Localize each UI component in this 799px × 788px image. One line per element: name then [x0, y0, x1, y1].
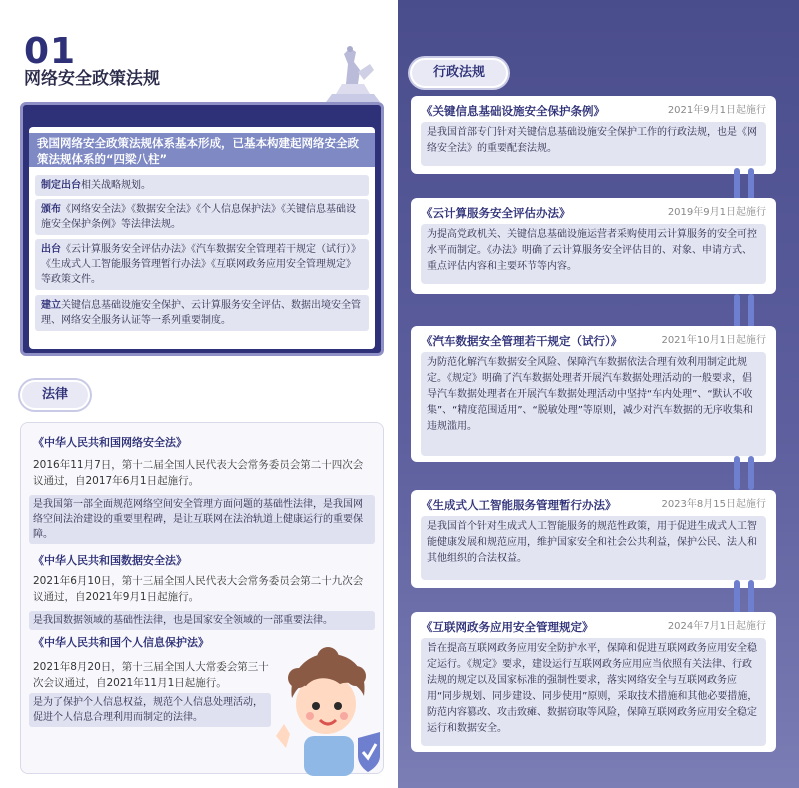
regulation-title: 《互联网政务应用安全管理规定》 [421, 620, 594, 634]
admin-section-label: 行政法规 [412, 60, 506, 86]
connector [730, 294, 758, 328]
regulation-card [411, 612, 776, 752]
regulation-header [421, 204, 766, 222]
connector [730, 456, 758, 490]
policy-framework-box [20, 102, 384, 356]
regulation-text: 为提高党政机关、关键信息基础设施运营者采购使用云计算服务的安全可控水平而制定。《办法》明确了云计算服务安全评估目的、对象、申请方式、重点评估内容和主要环节等内容。 [421, 224, 766, 284]
regulation-card [411, 490, 776, 588]
regulation-title: 《关键信息基础设施安全保护条例》 [421, 104, 605, 118]
law-highlight: 是我国第一部全面规范网络空间安全管理方面问题的基础性法律，是我国网络空间法治建设的重要里程碑，是让互联网在法治轨道上健康运行的重要保障。 [29, 495, 375, 544]
policy-row: 颁布《网络安全法》《数据安全法》《个人信息保护法》《关键信息基础设施安全保护条例》等法律法规。 [35, 199, 369, 235]
regulation-title: 《云计算服务安全评估办法》 [421, 206, 571, 220]
regulation-text: 为防范化解汽车数据安全风险、保障汽车数据依法合理有效利用制定此规定。《规定》明确了汽车数据处理者开展汽车数据处理活动的一般要求，倡导汽车数据处理者在开展汽车数据处理活动中坚持“车内处理”、“默认不收集”、“精度范围适用”、“脱敏处理”等原则，减少对汽车数据的无序收集和违规滥用。 [421, 352, 766, 456]
regulation-header [421, 332, 766, 350]
law-title: 《中华人民共和国个人信息保护法》 [33, 636, 209, 649]
law-text: 2021年8月20日，第十三届全国人大常委会第三十次会议通过，自2021年11月1日起施行。 [33, 661, 269, 689]
law-text: 2021年6月10日，第十三届全国人民代表大会常务委员会第二十九次会议通过，自2021年9月1日起施行。 [33, 575, 364, 603]
connector [730, 580, 758, 614]
regulation-title: 《生成式人工智能服务管理暂行办法》 [421, 498, 617, 512]
policy-row: 出台《云计算服务安全评估办法》《汽车数据安全管理若干规定（试行）》《生成式人工智能服务管理暂行办法》《互联网政务应用安全管理规定》等政策文件。 [35, 239, 369, 290]
regulation-text: 是我国首部专门针对关键信息基础设施安全保护工作的行政法规，也是《网络安全法》的重要配套法规。 [421, 122, 766, 166]
regulation-date: 2021年9月1日起施行 [667, 105, 766, 116]
regulation-header [421, 102, 766, 120]
regulation-date: 2021年10月1日起施行 [661, 335, 766, 346]
cartoon-character-icon [270, 640, 388, 776]
regulation-header [421, 618, 766, 636]
regulation-card [411, 96, 776, 174]
regulation-text: 是我国首个针对生成式人工智能服务的规范性政策，用于促进生成式人工智能健康发展和规范应用，维护国家安全和社会公共利益，保护公民、法人和其他组织的合法权益。 [421, 516, 766, 580]
policy-framework-content [29, 127, 375, 349]
section-number: 01 [24, 31, 77, 72]
regulation-card [411, 326, 776, 462]
policy-intro: 我国网络安全政策法规体系基本形成，已基本构建起网络安全政策法规体系的“四梁八柱” [29, 133, 375, 167]
regulation-card [411, 198, 776, 294]
connector [730, 168, 758, 202]
law-title: 《中华人民共和国数据安全法》 [33, 554, 187, 567]
policy-row: 建立关键信息基础设施安全保护、云计算服务安全评估、数据出境安全管理、网络安全服务认证等一系列重要制度。 [35, 295, 369, 331]
regulation-title: 《汽车数据安全管理若干规定（试行）》 [421, 334, 623, 348]
regulation-header [421, 496, 766, 514]
goat-statue-icon [318, 40, 388, 102]
left-column [0, 0, 398, 788]
law-highlight: 是为了保护个人信息权益，规范个人信息处理活动，促进个人信息合理利用而制定的法律。 [29, 693, 271, 727]
law-section-label: 法律 [22, 382, 88, 408]
law-title: 《中华人民共和国网络安全法》 [33, 436, 187, 449]
regulation-date: 2019年9月1日起施行 [667, 207, 766, 218]
law-highlight: 是我国数据领域的基础性法律，也是国家安全领域的一部重要法律。 [29, 611, 375, 630]
regulation-date: 2024年7月1日起施行 [667, 621, 766, 632]
page-title: 网络安全政策法规 [24, 69, 160, 89]
regulation-text: 旨在提高互联网政务应用安全防护水平，保障和促进互联网政务应用安全稳定运行。《规定》要求，建设运行互联网政务应用应当依照有关法律、行政法规的规定以及国家标准的强制性要求，落实网络安全与互联网政务应用“同步规划、同步建设、同步使用”原则，采取技术措施和其他必要措施，防范内容篡改、攻击致瘫、数据窃取等风险，保障互联网政务应用安全稳定运行和数据安全。 [421, 638, 766, 746]
regulation-date: 2023年8月15日起施行 [661, 499, 766, 510]
law-text: 2016年11月7日，第十二届全国人民代表大会常务委员会第二十四次会议通过，自2017年6月1日起施行。 [33, 459, 364, 487]
policy-row: 制定出台相关战略规划。 [35, 175, 369, 196]
